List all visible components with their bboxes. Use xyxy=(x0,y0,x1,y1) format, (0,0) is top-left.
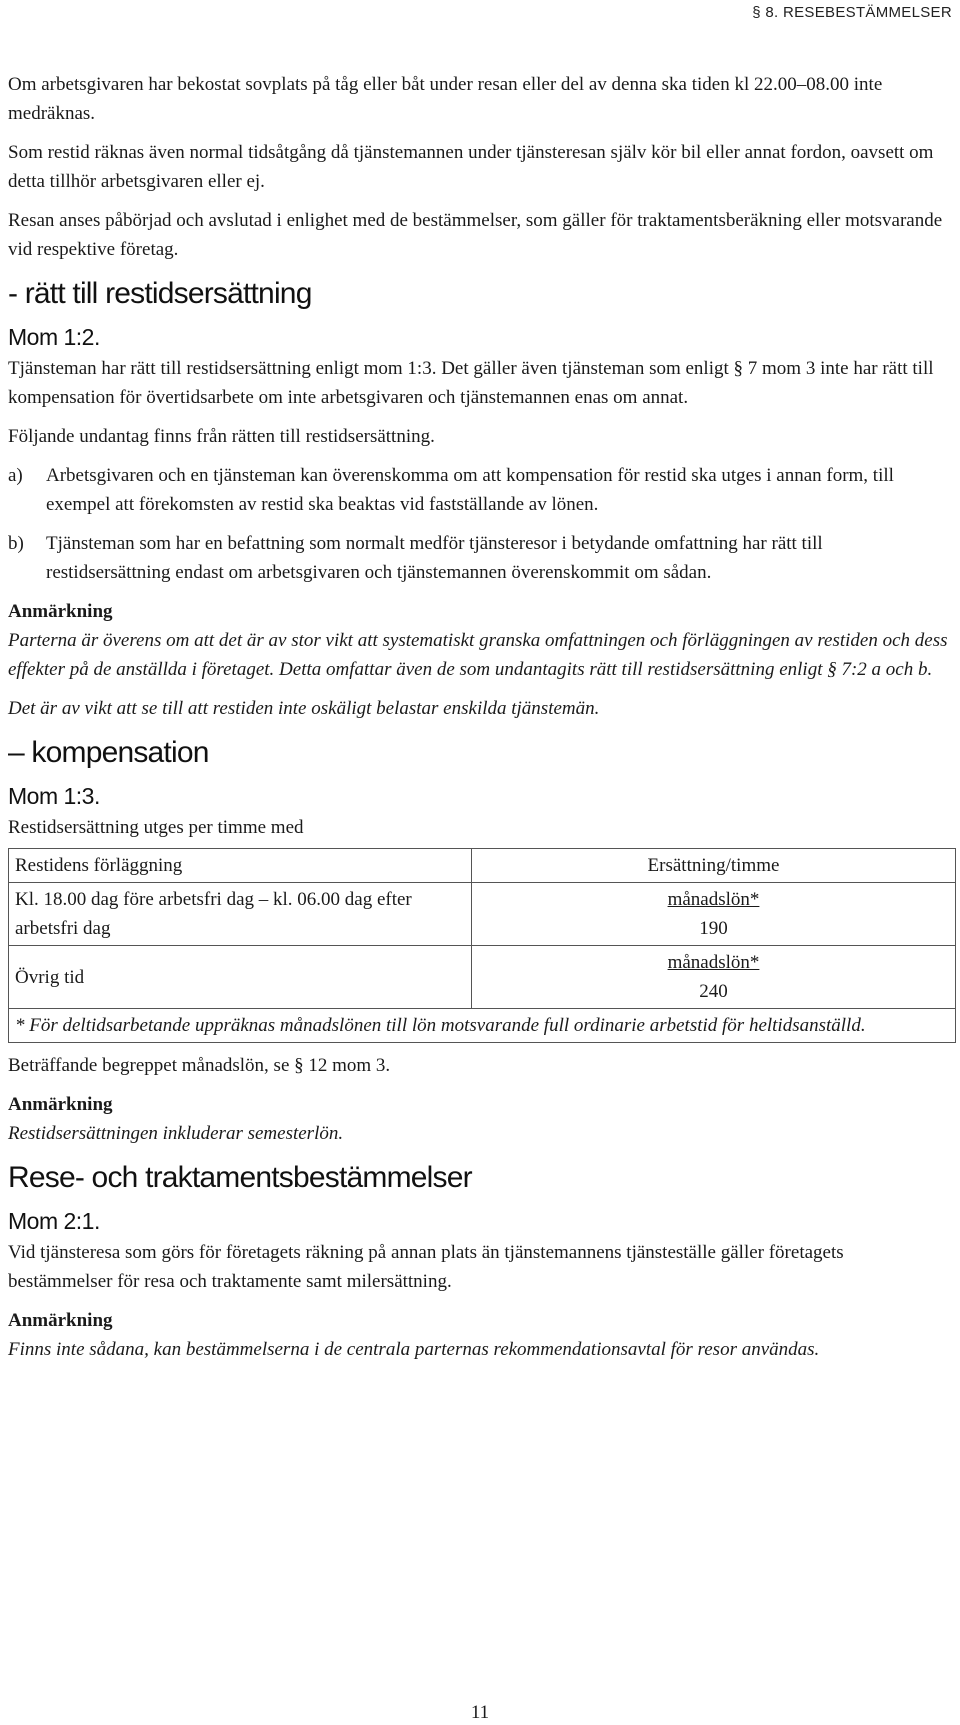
list-text: Tjänsteman som har en befattning som normalt medför tjänsteresor i betydande omfattning har rätt till restidsersättning endast om arbetsgivaren och tjänstemannen överenskommit om sådan. xyxy=(46,533,823,583)
page-content xyxy=(8,70,950,1374)
heading-rese-och-traktament: Rese- och traktamentsbestämmelser xyxy=(8,1161,472,1194)
list-item-a xyxy=(8,461,950,519)
list-text: Arbetsgivaren och en tjänsteman kan överenskomma om att kompensation för restid ska utges i annan form, till exempel att förekomsten av restid ska beaktas vid fastställande av lönen. xyxy=(46,465,894,515)
fraction-numerator: månadslön* xyxy=(667,889,760,910)
table-cell-fraction xyxy=(472,946,956,1009)
table-row xyxy=(9,946,956,1009)
heading-kompensation: – kompensation xyxy=(8,736,209,769)
table-header-forlaggning: Restidens förläggning xyxy=(9,849,472,883)
paragraph-ratt-till-ersattning: Tjänsteman har rätt till restidsersättning enligt mom 1:3. Det gäller även tjänsteman som enligt § 7 mom 3 inte har rätt till kompensation för övertidsarbete om inte arbetsgivaren och tjänstemannen enas om annat. xyxy=(8,358,934,408)
note-heading: Anmärkning xyxy=(8,1094,113,1115)
table-cell-label: Övrig tid xyxy=(9,946,472,1009)
paragraph-manadslon-ref: Beträffande begreppet månadslön, se § 12 mom 3. xyxy=(8,1055,391,1076)
fraction-denominator: 240 xyxy=(699,981,728,1002)
list-marker: a) xyxy=(8,465,23,486)
paragraph-sovplats: Om arbetsgivaren har bekostat sovplats på tåg eller båt under resan eller del av denna ska tiden kl 22.00–08.00 inte medräknas. xyxy=(8,74,883,124)
mom-2-1: Mom 2:1. xyxy=(8,1208,100,1234)
note-text-belastar: Det är av vikt att se till att restiden inte oskäligt belastar enskilda tjänstemän. xyxy=(8,698,600,719)
paragraph-undantag: Följande undantag finns från rätten till restidsersättning. xyxy=(8,426,435,447)
list-item-b xyxy=(8,529,950,587)
note-text-semesterlon: Restidsersättningen inkluderar semesterlön. xyxy=(8,1123,344,1144)
table-footnote: * För deltidsarbetande uppräknas månadslönen till lön motsvarande full ordinarie arbetstid för heltidsanställd. xyxy=(9,1009,956,1043)
table-footnote-row xyxy=(9,1009,956,1043)
heading-ratt-till-restidsersattning: - rätt till restidsersättning xyxy=(8,277,312,310)
mom-1-3: Mom 1:3. xyxy=(8,783,100,809)
fraction-numerator: månadslön* xyxy=(667,952,760,973)
page-number: 11 xyxy=(470,1702,490,1723)
table-header-row xyxy=(9,849,956,883)
table-cell-fraction xyxy=(472,883,956,946)
paragraph-resan-paborjad: Resan anses påbörjad och avslutad i enlighet med de bestämmelser, som gäller för traktamentsberäkning eller motsvarande vid respektive företag. xyxy=(8,210,943,260)
list-marker: b) xyxy=(8,533,24,554)
fraction-denominator: 190 xyxy=(699,918,728,939)
compensation-table xyxy=(8,848,956,1043)
running-header: § 8. RESEBESTÄMMELSER xyxy=(752,4,952,21)
table-cell-label: Kl. 18.00 dag före arbetsfri dag – kl. 06.00 dag efter arbetsfri dag xyxy=(9,883,472,946)
paragraph-tjansteresa: Vid tjänsteresa som görs för företagets räkning på annan plats än tjänstemannens tjänsteställe gäller företagets bestämmelser för resa och traktamente samt milersättning. xyxy=(8,1242,844,1292)
note-text-granska: Parterna är överens om att det är av stor vikt att systematiskt granska omfattningen och förläggningen av restiden och dess effekter på de anställda i företaget. Detta omfattar även de som undantagits rätt till restidsersättning enligt § 7:2 a och b. xyxy=(8,630,948,680)
note-text-rekommendationsavtal: Finns inte sådana, kan bestämmelserna i de centrala parternas rekommendationsavtal för resor användas. xyxy=(8,1339,820,1360)
paragraph-utges-per-timme: Restidsersättning utges per timme med xyxy=(8,817,304,838)
paragraph-restid-fordon: Som restid räknas även normal tidsåtgång då tjänstemannen under tjänsteresan själv kör bil eller annat fordon, oavsett om detta tillhör arbetsgivaren eller ej. xyxy=(8,142,934,192)
mom-1-2: Mom 1:2. xyxy=(8,324,100,350)
table-row xyxy=(9,883,956,946)
note-heading: Anmärkning xyxy=(8,601,113,622)
table-header-ersattning: Ersättning/timme xyxy=(472,849,956,883)
note-heading: Anmärkning xyxy=(8,1310,113,1331)
